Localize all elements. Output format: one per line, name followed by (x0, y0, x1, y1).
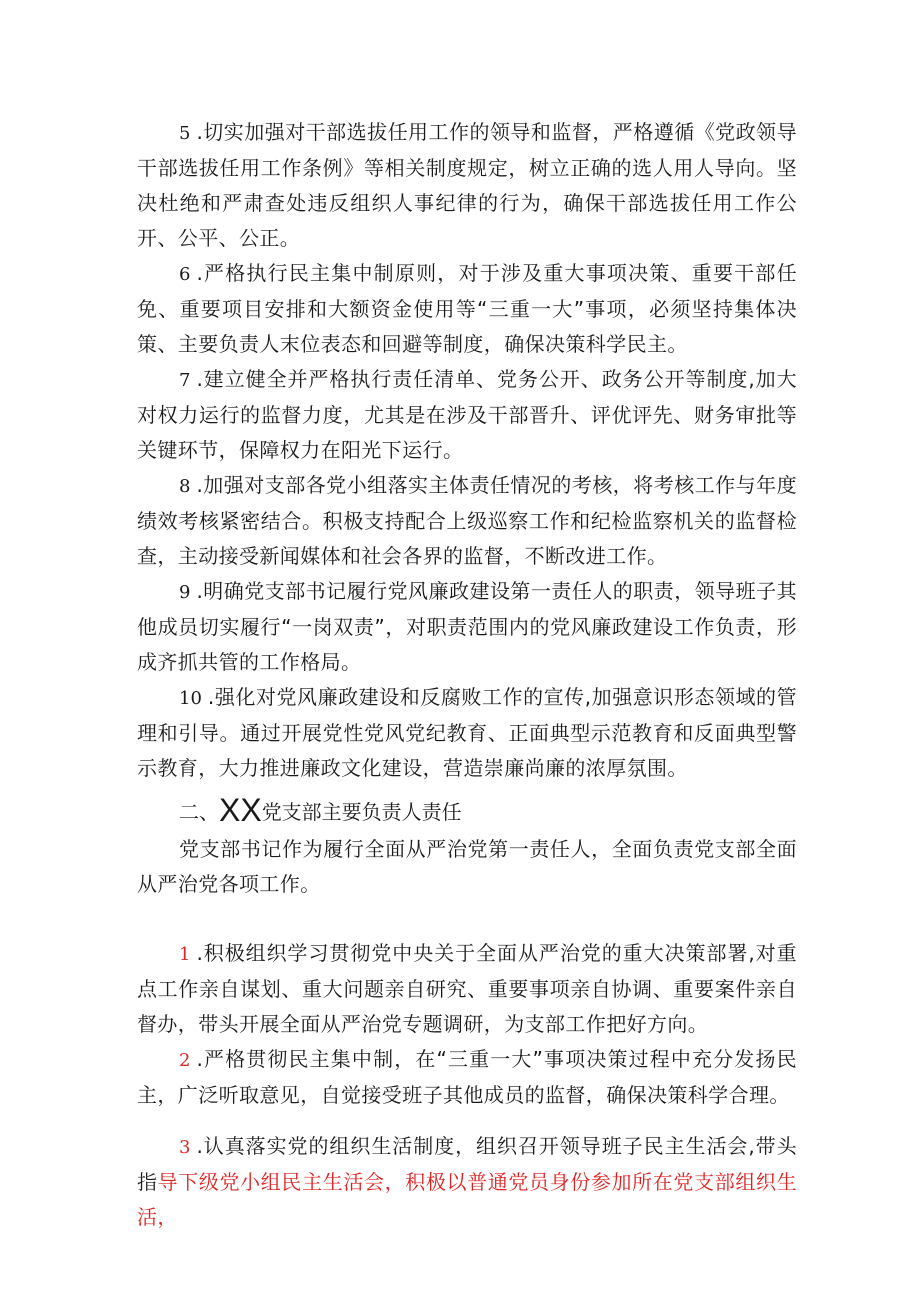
section-prefix: 二、 (179, 800, 219, 824)
item-number: 9 (179, 582, 191, 603)
item-number: 8 (179, 476, 191, 497)
item-text: .建立健全并严格执行责任清单、党务公开、政务公开等制度,加大对权力运行的监督力度，尤其是在涉及干部晋升、评优评先、财务审批等关键环节，保障权力在阳光下运行。 (137, 367, 797, 462)
item-text: .认真落实党的组织生活制度，组织召开领导班子民主生活会,带头指 (137, 1134, 797, 1194)
item-9 (137, 574, 797, 680)
document-content (137, 115, 797, 1235)
section-intro: 党支部书记作为履行全面从严治党第一责任人，全面负责党支部全面从严治党各项工作。 (137, 837, 797, 896)
item-text: .强化对党风廉政建设和反腐败工作的宣传,加强意识形态领域的管理和引导。通过开展党性党风党纪教育、正面典型示范教育和反面典型警示教育，大力推进廉政文化建设，营造崇廉尚廉的浓厚氛围。 (137, 685, 797, 780)
spacer (137, 1113, 797, 1129)
item2-2 (137, 1042, 797, 1113)
item-number: 7 (179, 370, 191, 391)
section-title: 党支部主要负责人责任 (261, 800, 462, 824)
item-number: 6 (179, 264, 191, 285)
item-6 (137, 256, 797, 362)
item2-3 (137, 1129, 797, 1235)
item-text: .严格执行民主集中制原则，对于涉及重大事项决策、重要干部任免、重要项目安排和大额资金使用等“三重一大”事项，必须坚持集体决策、主要负责人末位表态和回避等制度，确保决策科学民主。 (137, 261, 797, 356)
item-text: .积极组织学习贯彻党中央关于全面从严治党的重大决策部署,对重点工作亲自谋划、重大问题亲自研究、重要事项亲自协调、重要案件亲自督办，带头开展全面从严治党专题调研，为支部工作把好方向。 (137, 941, 797, 1036)
item-text: .加强对支部各党小组落实主体责任情况的考核，将考核工作与年度绩效考核紧密结合。积极支持配合上级巡察工作和纪检监察机关的监督检查，主动接受新闻媒体和社会各界的监督，不断改进工作。 (137, 473, 797, 568)
spacer (137, 902, 797, 936)
item-8 (137, 468, 797, 574)
item-number: 3 (179, 1137, 191, 1158)
section-xx: XX (219, 792, 262, 828)
item-number: 5 (179, 123, 191, 144)
item-7 (137, 362, 797, 468)
item-10 (137, 680, 797, 786)
item-text-highlighted: 导下级党小组民主生活会，积极以普通党员身份参加所在党支部组织生活， (137, 1170, 797, 1229)
item-5 (137, 115, 797, 256)
item-number: 1 (179, 944, 191, 965)
item-text: .明确党支部书记履行党风廉政建设第一责任人的职责，领导班子其他成员切实履行“一岗双责”，对职责范围内的党风廉政建设工作负责，形成齐抓共管的工作格局。 (137, 579, 797, 674)
item-text: .切实加强对干部选拔任用工作的领导和监督，严格遵循《党政领导干部选拔任用工作条例》等相关制度规定，树立正确的选人用人导向。坚决杜绝和严肃查处违反组织人事纪律的行为，确保干部选拔任用工作公开、公平、公正。 (137, 120, 797, 250)
item-text: .严格贯彻民主集中制，在“三重一大”事项决策过程中充分发扬民主，广泛听取意见，自觉接受班子其他成员的监督，确保决策科学合理。 (137, 1047, 797, 1107)
item-number: 10 (179, 688, 202, 709)
item-number: 2 (179, 1050, 191, 1071)
item2-1 (137, 936, 797, 1042)
section-heading (137, 790, 797, 832)
